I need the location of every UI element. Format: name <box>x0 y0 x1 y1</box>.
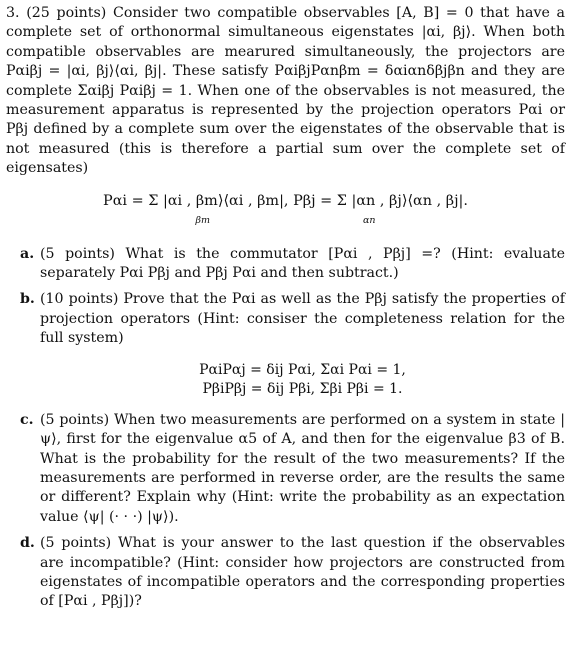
part-b-text: (10 points) Prove that the Pαi as well as the Pβj satisfy the properties of projection operators (Hint: consiser the completeness relation for the full system) <box>40 291 565 347</box>
part-c-text: (5 points) When two measurements are performed on a system in state |ψ⟩, first for the eigenvalue α5 of A, and then for the eigenvalue β3 of B. What is the probability for the result of the two measurements? If the measurements are performed in reverse order, are the results the same or different? Explain why (Hint: write the probability as an expectation value ⟨ψ| (· · ·) |ψ⟩). <box>40 411 565 525</box>
part-d-text: (5 points) What is your answer to the last question if the observables are incompatible? (Hint: consider how projectors are constructed from eigenstates of incompatible operators and the corresponding properties of [Pαi , Pβj])? <box>40 535 565 610</box>
part-b-equation-2: PβiPβj = δij Pβi, Σβi Pβi = 1. <box>202 380 403 397</box>
problem-statement <box>6 4 565 179</box>
parts-list <box>6 245 565 612</box>
part-a-label: a. <box>20 245 35 262</box>
sum-index-1: βm <box>195 214 210 226</box>
part-c <box>6 411 565 527</box>
part-d <box>6 534 565 612</box>
part-b-equations <box>40 361 565 399</box>
part-a <box>6 245 565 284</box>
display-equation <box>6 191 565 231</box>
display-sum-indices <box>6 211 565 231</box>
sum-index-2: αn <box>363 214 376 226</box>
problem-intro: Consider two compatible observables [A, B] = 0 that have a complete set of orthonormal simultaneous eigenstates |αi, βj⟩. When both compatible observables are mearured simultaneously, the projectors are Pαiβj = |αi, βj⟩⟨αi, βj|. These satisfy PαiβjPαnβm = δαiαnδβjβn and they are complete Σαiβj Pαiβj = 1. When one of the observables is not measured, the measurement apparatus is represented by the projection operators Pαi or Pβj defined by a complete sum over the eigenstates of the observable that is not measured (this is therefore a partial sum over the complete set of eigensates) <box>6 5 566 177</box>
problem-points: (25 points) <box>26 5 107 21</box>
part-b-label: b. <box>20 291 35 308</box>
part-d-label: d. <box>20 535 35 552</box>
part-c-label: c. <box>20 411 34 428</box>
display-equation-text: Pαi = Σ |αi , βm⟩⟨αi , βm|, Pβj = Σ |αn , βj⟩⟨αn , βj|. <box>103 192 468 209</box>
problem-number: 3. <box>6 5 20 21</box>
part-a-text: (5 points) What is the commutator [Pαi , Pβj] =? (Hint: evaluate separately Pαi Pβj and Pβj Pαi and then subtract.) <box>40 245 565 282</box>
part-b <box>6 290 565 398</box>
part-b-equation-1: PαiPαj = δij Pαi, Σαi Pαi = 1, <box>199 361 406 378</box>
